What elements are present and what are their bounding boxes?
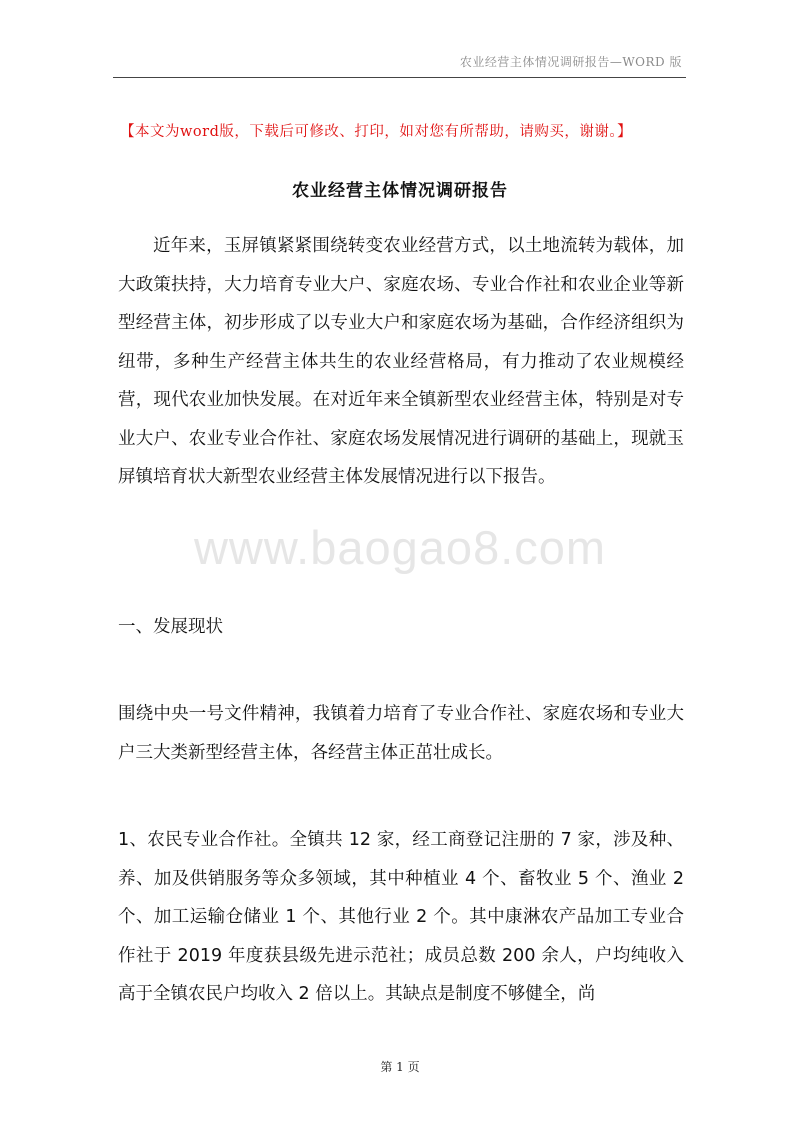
- page-number: 第 1 页: [380, 1060, 420, 1074]
- header-divider: [113, 77, 686, 78]
- purchase-notice: 【本文为word版，下载后可修改、打印，如对您有所帮助，请购买，谢谢。】: [120, 124, 633, 140]
- intro-paragraph: 近年来，玉屏镇紧紧围绕转变农业经营方式，以土地流转为载体，加大政策扶持，大力培育专业大户、家庭农场、专业合作社和农业企业等新型经营主体，初步形成了以专业大户和家庭农场为基础，合作经济组织为纽带，多种生产经营主体共生的农业经营格局，有力推动了农业规模经营，现代农业加快发展。在对近年来全镇新型农业经营主体，特别是对专业大户、农业专业合作社、家庭农场发展情况进行调研的基础上，现就玉屏镇培育状大新型农业经营主体发展情况进行以下报告。: [118, 236, 684, 487]
- document-title: 农业经营主体情况调研报告: [292, 181, 508, 201]
- cooperative-paragraph: 1、农民专业合作社。全镇共 12 家，经工商登记注册的 7 家，涉及种、养、加及供销服务等众多领域，其中种植业 4 个、畜牧业 5 个、渔业 2 个、加工运输仓储业 1 个、其他行业 2 个。其中康淋农产品加工专业合作社于 2019 年度获县级先进示范社；成员总数 200 余人，户均纯收入高于全镇农民户均收入 2 倍以上。其缺点是制度不够健全，尚: [118, 830, 684, 1004]
- section-intro-paragraph: 围绕中央一号文件精神，我镇着力培育了专业合作社、家庭农场和专业大户三大类新型经营主体，各经营主体正茁壮成长。: [118, 704, 684, 763]
- running-header: 农业经营主体情况调研报告—WORD 版: [459, 55, 682, 69]
- watermark: www.baogao8.com: [193, 521, 607, 574]
- section-heading: 一、发展现状: [118, 617, 223, 637]
